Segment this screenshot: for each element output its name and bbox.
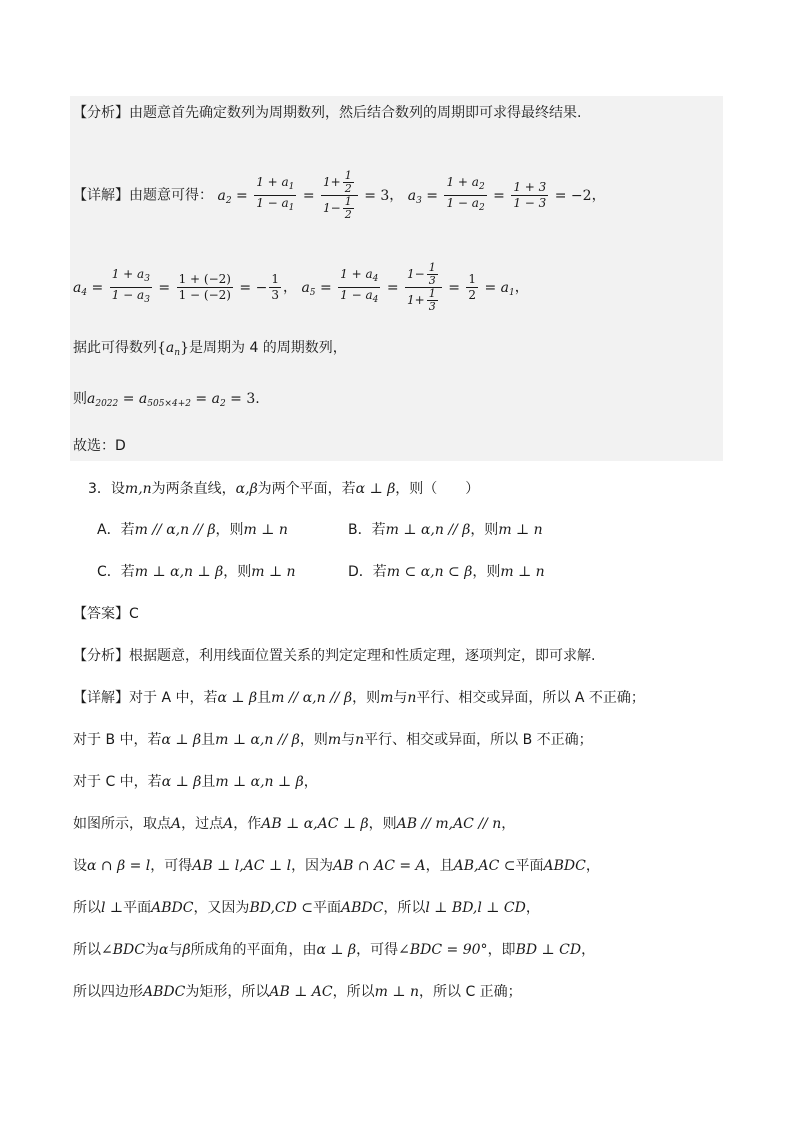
- option-b[interactable]: B．若m ⊥ α,n // β，则m ⊥ n: [348, 522, 543, 538]
- formula-line-2: $a_4$ = $\frac{1 + a_3}{1 - a_3}$ = $\frac{1 + (-2)}{1 - (-2)}$ = − $\frac{1}{3}$ ， $a_5$ = $\frac{1 + a_4}{1 - a_4}$ = 1− $\frac{1}{3}$ 1+ $\frac{1}{3}$ = $\frac{1}{2}$ = $a_1$，: [73, 261, 529, 313]
- q3-detail-1: 【详解】对于 A 中，若α ⊥ β且m // α,n // β，则m与n平行、相交或异面，所以 A 不正确；: [73, 690, 645, 706]
- formula-a3: $a_3$ = $\frac{1 + a_2}{1 - a_2}$ = $\frac{1 + 3}{1 - 3}$ = −2: [407, 175, 592, 213]
- xiangjie-tag: 【详解】: [73, 187, 129, 204]
- option-d[interactable]: D．若m ⊂ α,n ⊂ β，则m ⊥ n: [348, 564, 545, 580]
- q3-fenxi: 【分析】根据题意，利用线面位置关系的判定定理和性质定理，逐项判定，即可求解.: [73, 648, 596, 664]
- result-line: 则$a_{2022} = a_{505\times 4+2} = a_2 = 3$.: [73, 391, 260, 409]
- option-c[interactable]: C．若m ⊥ α,n ⊥ β，则m ⊥ n: [97, 564, 296, 580]
- q3-detail-2: 对于 B 中，若α ⊥ β且m ⊥ α,n // β，则m与n平行、相交或异面，所以 B 不正确；: [73, 732, 593, 748]
- xiangjie-text: 由题意可得：: [129, 187, 213, 204]
- formula-a5: $a_5$ = $\frac{1 + a_4}{1 - a_4}$ = 1− $\frac{1}{3}$ 1+ $\frac{1}{3}$ = $\frac{1}{2}$ = $a_1$: [301, 261, 515, 313]
- formula-a2022: $a_{2022} = a_{505\times 4+2} = a_2 = 3$.: [87, 391, 260, 409]
- formula-a2: $a_2$ = $\frac{1 + a_1}{1 - a_1}$ = 1+ $\frac{1}{2}$ 1− $\frac{1}{2}$ = 3: [217, 169, 390, 221]
- fenxi-line: [73, 103, 581, 123]
- q3-detail-3: 对于 C 中，若α ⊥ β且m ⊥ α,n ⊥ β，: [73, 774, 318, 790]
- q3-detail-6: 所以l ⊥平面ABDC，又因为BD,CD ⊂平面ABDC，所以l ⊥ BD,l ⊥ CD，: [73, 900, 540, 916]
- q3-detail-4: 如图所示，取点A，过点A，作AB ⊥ α,AC ⊥ β，则AB // m,AC // n，: [73, 816, 516, 832]
- formula-a4: $a_4$ = $\frac{1 + a_3}{1 - a_3}$ = $\frac{1 + (-2)}{1 - (-2)}$ = − $\frac{1}{3}$: [73, 267, 279, 305]
- q3-detail-5: 设α ∩ β = l，可得AB ⊥ l,AC ⊥ l，因为AB ∩ AC = A，且AB,AC ⊂平面ABDC，: [73, 858, 600, 874]
- answer-line: 【答案】C: [73, 606, 139, 622]
- fenxi-text: 由题意首先确定数列为周期数列，然后结合数列的周期即可求得最终结果.: [129, 105, 582, 121]
- q3-detail-8: 所以四边形ABDC为矩形，所以AB ⊥ AC，所以m ⊥ n，所以 C 正确；: [73, 984, 522, 1000]
- q3-stem: 3．设m,n为两条直线，α,β为两个平面，若α ⊥ β，则（ ）: [88, 481, 480, 497]
- choice-line: 故选：D: [73, 438, 126, 454]
- option-a[interactable]: A．若m // α,n // β，则m ⊥ n: [97, 522, 288, 538]
- seq-an: $\{a_n\}$: [157, 340, 189, 358]
- fenxi-tag: 【分析】: [73, 105, 129, 121]
- q3-detail-7: 所以∠BDC为α与β所成角的平面角，由α ⊥ β，可得∠BDC = 90°，即BD ⊥ CD，: [73, 942, 596, 958]
- periodic-line: 据此可得数列$\{a_n\}$是周期为 4 的周期数列，: [73, 340, 347, 358]
- xiangjie-line: 【详解】由题意可得： $a_2$ = $\frac{1 + a_1}{1 - a_1}$ = 1+ $\frac{1}{2}$ 1− $\frac{1}{2}$ = 3， $a_3$ = $\frac{1 + a_2}{1 - a_2}$ = $\frac{1 + 3}{1 - 3}$ = −2，: [73, 169, 606, 221]
